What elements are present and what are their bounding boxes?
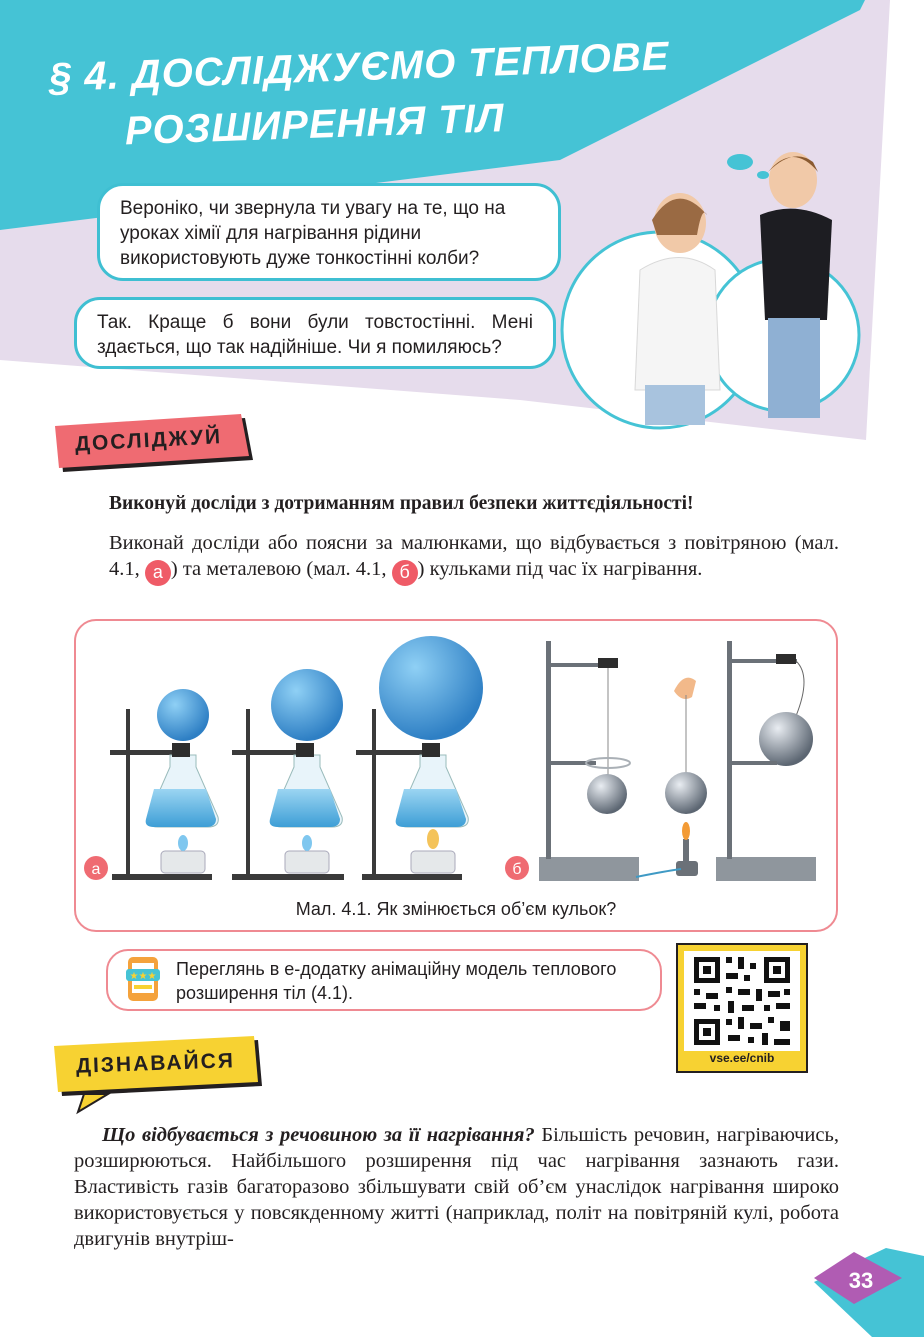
speech-bubble-boy-text: Вероніко, чи звернула ти увагу на те, що на уроках хімії для нагрівання рідини використовують дуже тонкостінні колби? <box>120 198 506 269</box>
figure-marker-a: а <box>91 861 101 878</box>
instruction-paragraph <box>109 530 839 586</box>
flask-setup-3 <box>356 636 483 880</box>
svg-text:★★★: ★★★ <box>129 971 157 982</box>
body-paragraph <box>74 1122 839 1252</box>
marker-a: а <box>145 560 171 586</box>
speech-bubble-boy <box>97 183 561 281</box>
marker-b: б <box>392 560 418 586</box>
page-number: 33 <box>848 1268 874 1293</box>
figure-marker-b: б <box>512 861 522 878</box>
section-title <box>48 28 672 162</box>
flask-setup-2 <box>232 669 344 880</box>
body-text: Більшість речовин, нагріваючись, розширюються. Найбільшого розширення під час нагрівання зазнають гази. Властивість газів багаторазово збільшувати свій об’єм унаслідок нагрівання широко використовується у повсякденному житті (наприклад, політ на повітряній кулі, робота двигунів внутріш- <box>74 1124 839 1250</box>
qr-caption: vse.ee/cnib <box>709 1051 775 1065</box>
app-note-text: Переглянь в е-додатку анімаційну модель теплового розширення тіл (4.1). <box>176 959 617 1003</box>
figure-illustration <box>76 621 836 891</box>
instruction-part3: ) кульками під час їх нагрівання. <box>417 558 703 580</box>
learn-label-text: ДІЗНАВАЙСЯ <box>75 1049 236 1078</box>
body-lead-question: Що відбувається з речовиною за її нагрівання? <box>102 1124 535 1146</box>
figure-caption: Мал. 4.1. Як змінюється об’єм кульок? <box>295 899 617 919</box>
section-title-line1: § 4. ДОСЛІДЖУЄМО ТЕПЛОВЕ <box>48 34 671 100</box>
section-title-line2: РОЗШИРЕННЯ ТІЛ <box>124 96 506 154</box>
speech-bubble-girl <box>74 297 556 369</box>
instruction-part2: ) та металевою (мал. 4.1, <box>170 558 392 580</box>
instruction-part1: Виконай досліди або поясни за малюнками, що відбувається з повітряною (мал. 4.1, <box>109 532 839 580</box>
speech-bubble-girl-text: Так. Краще б вони були товстостінні. Мені здається, що так надійніше. Чи я помиляюсь? <box>97 312 533 358</box>
research-label <box>55 412 255 472</box>
learn-label <box>54 1036 264 1116</box>
flask-setup-1 <box>110 689 218 880</box>
phone-app-icon <box>124 955 164 1003</box>
research-label-text: ДОСЛІДЖУЙ <box>74 425 223 456</box>
safety-note: Виконуй досліди з дотриманням правил безпеки життєдіяльності! <box>109 493 694 514</box>
metal-ball-setup <box>539 641 816 881</box>
